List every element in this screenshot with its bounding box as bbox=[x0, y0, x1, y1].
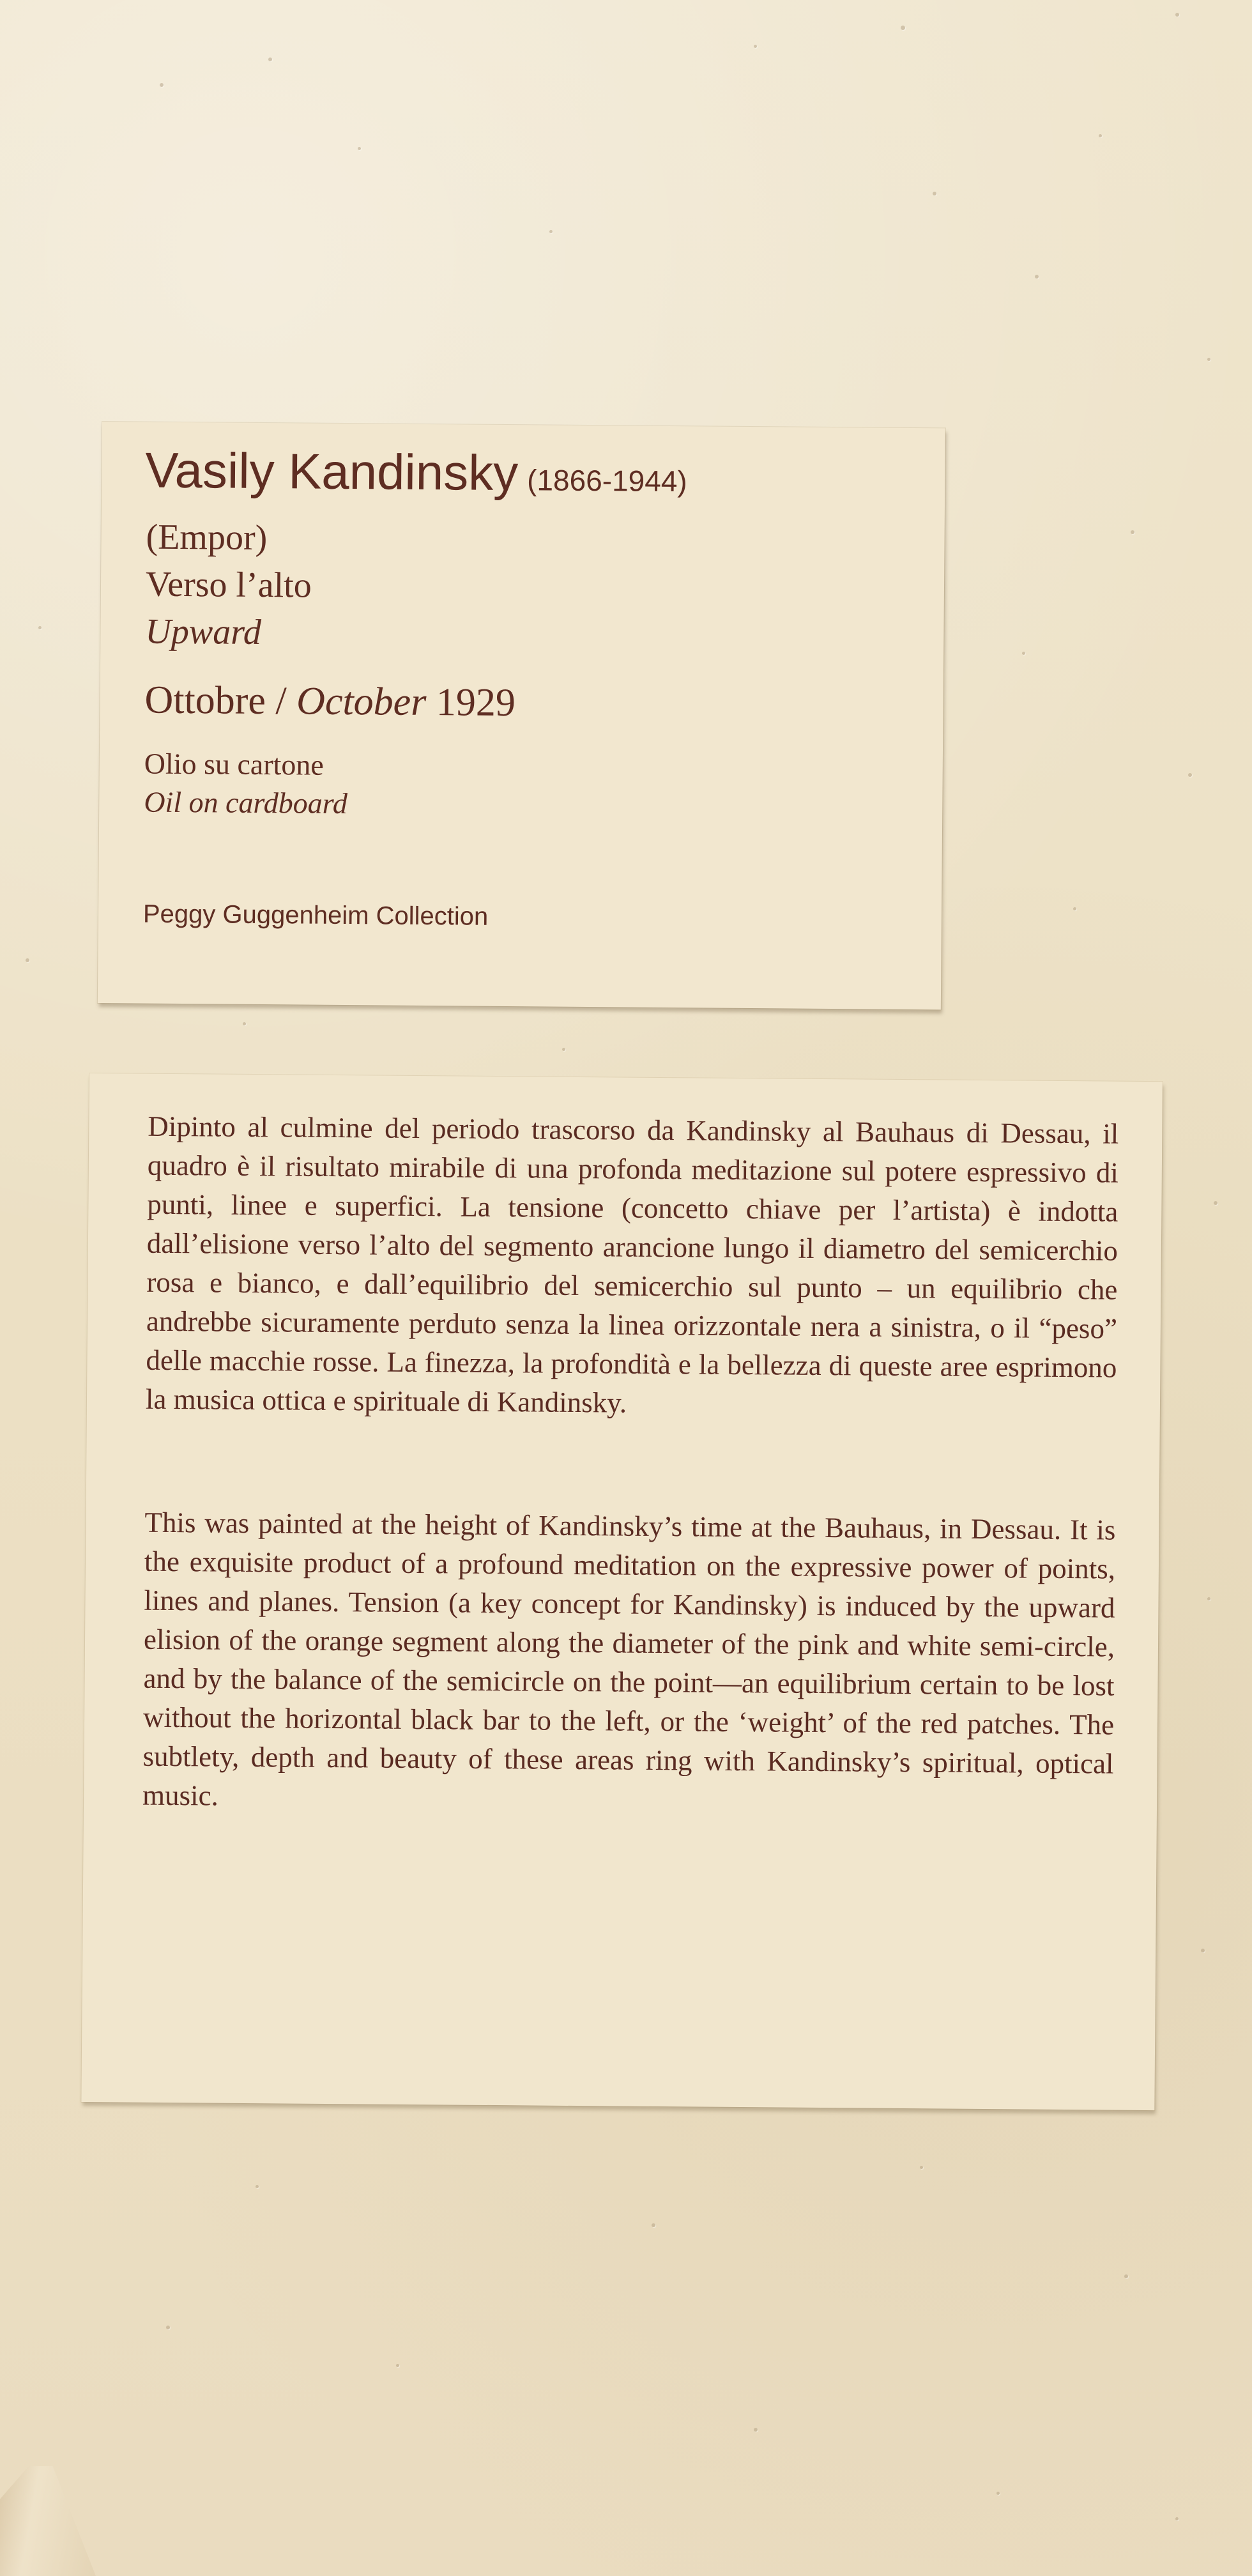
wall-speck bbox=[1099, 134, 1102, 137]
title-italian: Verso l’alto bbox=[145, 564, 312, 606]
description-italian: Dipinto al culmine del periodo trascorso da Kandinsky al Bauhaus di Dessau, il quadro è il risultato mirabile di una profonda meditazione sul potere espressivo di punti, linee e superfici. La tensione (concetto chiave per l’artista) è indotta dall’elisione verso l’alto del segmento arancione lungo il diametro del semicerchio rosa e bianco, e dall’equilibrio del semicerchio sul punto – un equilibrio che andrebbe sicuramente perduto senza la linea orizzontale nera a sinistra, o il “peso” delle macchie rosse. La finezza, la profondità e la bellezza di queste aree esprimono la musica ottica e spirituale di Kandinsky. bbox=[145, 1110, 1119, 1419]
wall-speck bbox=[256, 2185, 259, 2188]
wall-speck bbox=[1175, 2517, 1179, 2520]
wall-speck bbox=[1175, 13, 1179, 17]
collection-name: Peggy Guggenheim Collection bbox=[142, 900, 489, 931]
title-original: (Empor) bbox=[146, 517, 268, 558]
wall-speck bbox=[1073, 907, 1076, 910]
description-panel bbox=[81, 1073, 1163, 2110]
wall-speck bbox=[562, 1048, 565, 1051]
date-year: 1929 bbox=[436, 680, 516, 725]
wall-speck bbox=[549, 230, 553, 233]
wall-speck bbox=[243, 1022, 246, 1025]
wall-speck bbox=[754, 45, 757, 48]
wall-speck bbox=[166, 2326, 170, 2329]
wall-speck bbox=[1214, 1201, 1218, 1205]
wall-speck bbox=[396, 2364, 399, 2367]
wall-speck bbox=[996, 2492, 1000, 2495]
wall-speck bbox=[1207, 1597, 1210, 1600]
artwork-label-card bbox=[98, 422, 945, 1009]
description-english: This was painted at the height of Kandinsky’s time at the Bauhaus, in Dessau. It is the exquisite product of a profound meditation on the expressive power of points, lines and planes. Tension (a key concept for Kandinsky) is induced by the upward elision of the orange segment along the diameter of the pink and white semi-circle, and by the balance of the semicircle on the point—an equilibrium certain to be lost without the horizontal black bar to the left, or the ‘weight’ of the red patches. The subtlety, depth and beauty of these areas ring with Kandinsky’s spiritual, optical music. bbox=[142, 1506, 1116, 1812]
wall-speck bbox=[754, 2428, 758, 2432]
display-stand-edge bbox=[0, 2466, 96, 2576]
wall-speck bbox=[901, 26, 905, 30]
wall-speck bbox=[652, 2223, 655, 2227]
wall-speck bbox=[26, 958, 29, 962]
artwork-date bbox=[144, 678, 515, 726]
wall-speck bbox=[268, 57, 272, 61]
artist-dates: (1866-1944) bbox=[526, 463, 687, 498]
wall-speck bbox=[1188, 773, 1192, 777]
medium-english: Oil on cardboard bbox=[144, 785, 348, 820]
title-english: Upward bbox=[145, 611, 262, 652]
wall-speck bbox=[920, 2166, 923, 2169]
wall-speck bbox=[358, 147, 361, 150]
wall-speck bbox=[1022, 652, 1025, 655]
wall-speck bbox=[1201, 1949, 1205, 1952]
wall-speck bbox=[933, 192, 936, 195]
wall-speck bbox=[1035, 275, 1039, 279]
wall-speck bbox=[1207, 358, 1210, 361]
artist-name: Vasily Kandinsky bbox=[145, 441, 519, 502]
artist-line bbox=[145, 441, 687, 504]
date-italian: Ottobre / bbox=[144, 678, 287, 723]
wall-speck bbox=[1124, 2274, 1128, 2278]
wall-speck bbox=[160, 83, 164, 87]
date-english: October bbox=[296, 679, 427, 724]
wall-speck bbox=[38, 626, 42, 629]
medium-italian: Olio su cartone bbox=[144, 747, 324, 781]
wall-speck bbox=[1131, 530, 1134, 534]
